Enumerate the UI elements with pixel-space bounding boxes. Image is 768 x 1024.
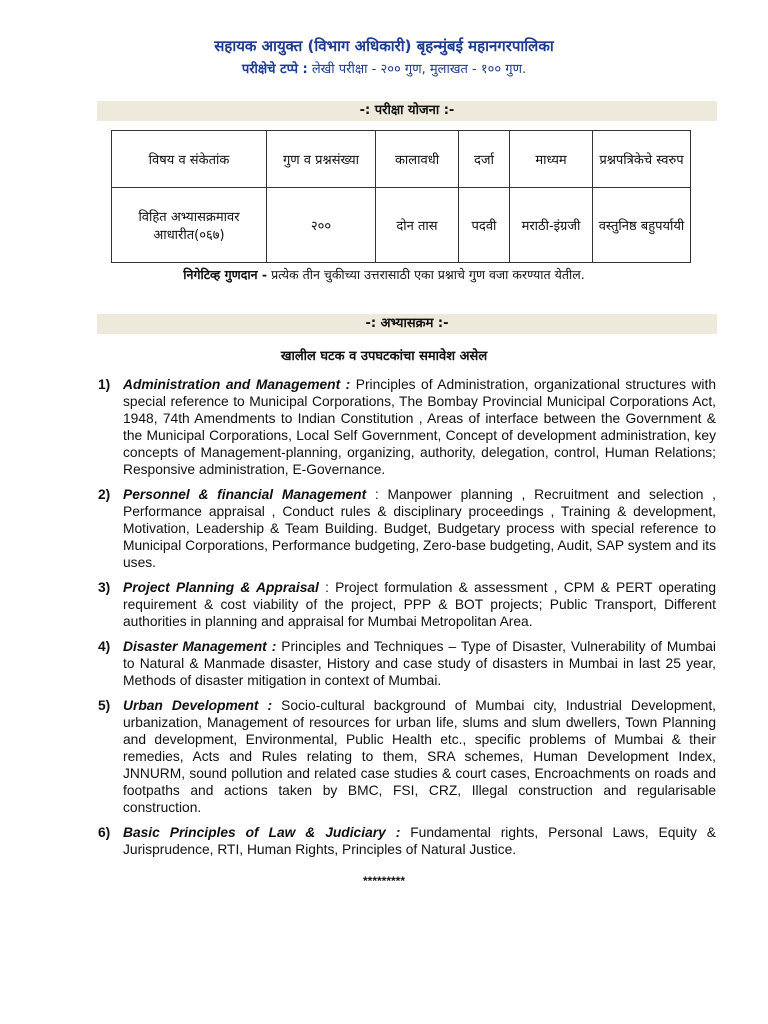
negative-marking-label: निगेटिव्ह गुणदान - [183,267,268,282]
item-text: : Project formulation & assessment , CPM & PERT operating requirement & cost viability of the project, PPP & BOT projects; Public Transport, Different authorities in planning and appraisal for Mumbai Metropolitan Area. [123,580,716,629]
column-header: कालावधी [376,131,459,188]
syllabus-intro: खालील घटक व उपघटकांचा समावेश असेल [280,349,488,364]
item-number: 4) [98,639,111,654]
exam-stages-label: परीक्षेचे टप्पे : [241,62,308,77]
item-number: 2) [98,487,111,502]
column-header: दर्जा [459,131,510,188]
syllabus-list [98,376,716,866]
exam-plan-header-row [112,131,691,188]
item-text: Fundamental rights, Personal Laws, Equity & Jurisprudence, RTI, Human Rights, Principles of Natural Justice. [123,825,716,857]
negative-marking-text: प्रत्येक तीन चुकीच्या उत्तरासाठी एका प्रश्नाचे गुण वजा करण्यात येतील. [271,267,585,282]
table-cell: विहित अभ्यासक्रमावर आधारीत(०६७) [112,188,267,263]
item-title: Administration and Management : [123,377,351,392]
item-text: Principles and Techniques – Type of Disaster, Vulnerability of Mumbai to Natural & Manmade disaster, History and case study of disasters in Mumbai in last 25 year, Methods of disaster mitigation in context of Mumbai. [123,639,716,688]
syllabus-item [98,824,716,858]
table-cell: २०० [267,188,376,263]
column-header: विषय व संकेतांक [112,131,267,188]
item-number: 1) [98,377,111,392]
syllabus-item [98,376,716,478]
item-title: Disaster Management : [123,639,277,654]
item-number: 6) [98,825,111,840]
syllabus-heading: -: अभ्यासक्रम :- [97,314,717,334]
item-number: 3) [98,580,111,595]
item-text: Socio-cultural background of Mumbai city, Industrial Development, urbanization, Management of resources for urban life, slums and slum dwellers, Town Planning and development, Environmental, Public Health etc., specific problems of Mumbai & their remedies, Acts and Rules relating to them, SRA schemes, Human Development Index, JNNURM, sound pollution and related case studies & court cases, Encroachments on roads and footpaths and actions taken by BMC, FSI, CRZ, Illegal construction and regularisable construction. [123,698,716,815]
item-title: Urban Development : [123,698,273,713]
item-number: 5) [98,698,111,713]
exam-plan-row [112,188,691,263]
table-cell: पदवी [459,188,510,263]
syllabus-item [98,486,716,571]
negative-marking-note [0,266,768,283]
item-title: Project Planning & Appraisal [123,580,319,595]
table-cell: दोन तास [376,188,459,263]
column-header: माध्यम [510,131,593,188]
table-cell: वस्तुनिष्ठ बहुपर्यायी [593,188,691,263]
table-cell: मराठी-इंग्रजी [510,188,593,263]
end-mark: ********* [362,874,406,888]
exam-stages-line [0,59,768,77]
column-header: गुण व प्रश्नसंख्या [267,131,376,188]
syllabus-item [98,697,716,816]
item-title: Personnel & financial Management [123,487,367,502]
syllabus-item [98,638,716,689]
item-text: : Manpower planning , Recruitment and selection , Performance appraisal , Conduct rules & disciplinary proceedings , Training & development, Motivation, Leadership & Team Building. Budget, Budgetary process with special reference to Municipal Corporations, Performance budgeting, Zero-base budgeting, Audit, SAP system and its uses. [123,487,716,570]
syllabus-item [98,579,716,630]
item-text: Principles of Administration, organizational structures with special reference to Municipal Corporations, The Bombay Provincial Municipal Corporations Act, 1948, 74th Amendments to Indian Constitution , Areas of interface between the Government & the Municipal Corporations, Local Self Government, Concept of development administration, key concepts of Management-planning, organizing, authority, delegation, control, Human Relations; Responsive administration, E-Governance. [123,377,716,477]
exam-stages-text: लेखी परीक्षा - २०० गुण, मुलाखत - १०० गुण. [311,62,527,77]
page-title: सहायक आयुक्त (विभाग अधिकारी) बृहन्मुंबई महानगरपालिका [214,37,554,55]
exam-plan-table [111,130,691,263]
column-header: प्रश्नपत्रिकेचे स्वरुप [593,131,691,188]
exam-plan-heading: -: परीक्षा योजना :- [97,101,717,121]
item-title: Basic Principles of Law & Judiciary : [123,825,401,840]
